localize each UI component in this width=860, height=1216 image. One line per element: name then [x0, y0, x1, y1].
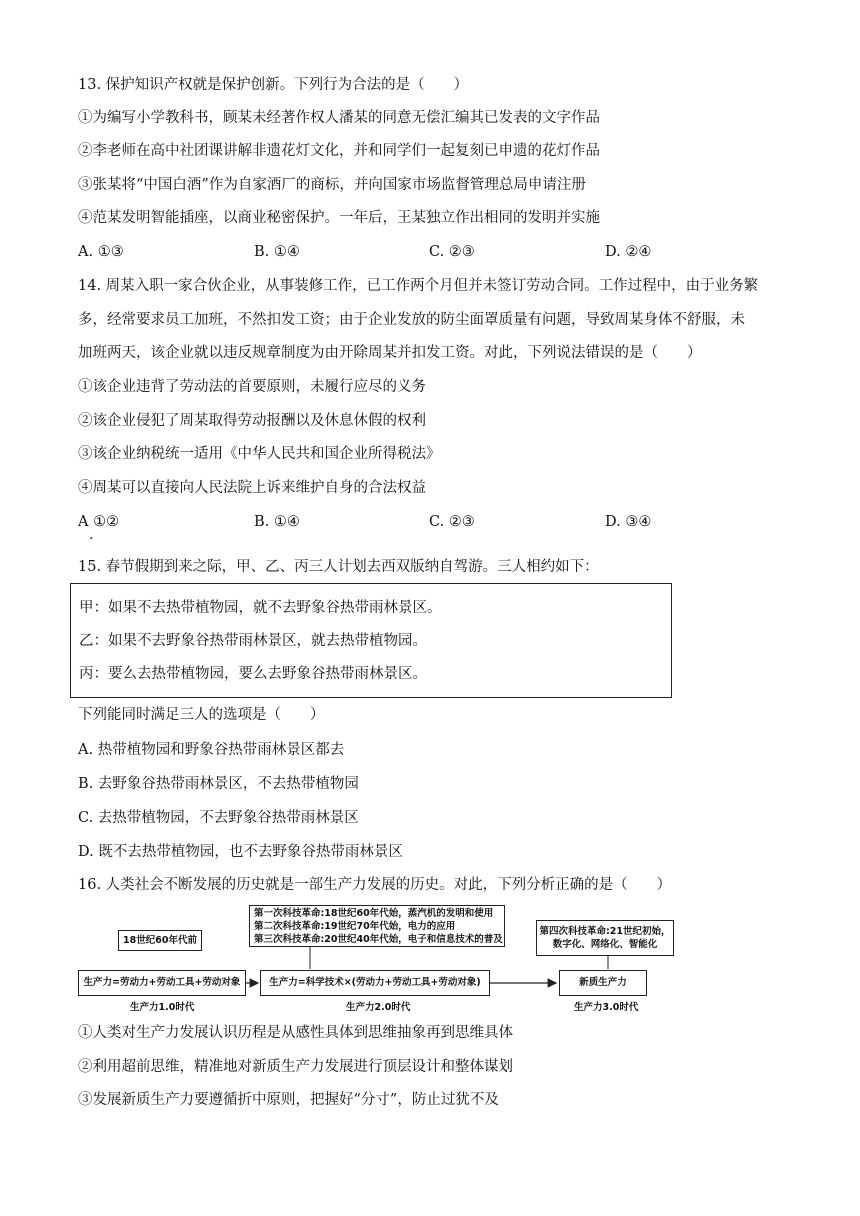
stray-dot: . — [89, 527, 94, 543]
era1-label: 生产力1.0时代 — [130, 1002, 195, 1013]
q14-option-d: D. ③④ — [605, 514, 652, 530]
era3-top-box — [536, 920, 674, 956]
era3-revolution-line-2: 数字化、网络化、智能化 — [552, 939, 658, 950]
q15-option-c: C. 去热带植物园，不去野象谷热带雨林景区 — [78, 810, 359, 826]
q13-option-b: B. ①④ — [254, 244, 300, 260]
q16-item-2: ②利用超前思维，精准地对新质生产力发展进行顶层设计和整体谋划 — [78, 1059, 513, 1075]
q13-option-a: A. ①③ — [78, 244, 124, 260]
q13-item-3: ③张某将“中国白酒”作为自家酒厂的商标，并向国家市场监督管理总局申请注册 — [78, 177, 586, 193]
q14-stem-line-1: 14. 周某入职一家合伙企业，从事装修工作，已工作两个月但并未签订劳动合同。工作过程中，由于业务繁 — [78, 278, 759, 294]
era2-label: 生产力2.0时代 — [346, 1002, 411, 1013]
q13-option-c: C. ②③ — [429, 244, 475, 260]
q13-option-d: D. ②④ — [605, 244, 652, 260]
q15-condition-box — [70, 583, 672, 698]
era2-revolution-3: 第三次科技革命:20世纪40年代始，电子和信息技术的普及 — [254, 934, 503, 945]
era2-top-box — [249, 905, 505, 947]
q14-item-1: ①该企业违背了劳动法的首要原则，未履行应尽的义务 — [78, 379, 426, 395]
q14-stem-line-3: 加班两天，该企业就以违反规章制度为由开除周某并扣发工资。对此，下列说法错误的是（ ） — [78, 345, 702, 361]
q13-stem: 13. 保护知识产权就是保护创新。下列行为合法的是（ ） — [78, 77, 469, 93]
era3-revolution-line-1: 第四次科技革命:21世纪初始， — [539, 926, 671, 937]
era2-revolution-2: 第二次科技革命:19世纪70年代始，电力的应用 — [254, 921, 456, 932]
q15-condition-jia: 甲：如果不去热带植物园，就不去野象谷热带雨林景区。 — [79, 600, 442, 616]
q15-question: 下列能同时满足三人的选项是（ ） — [78, 707, 325, 723]
era2-revolution-1: 第一次科技革命:18世纪60年代始，蒸汽机的发明和使用 — [254, 908, 494, 919]
q16-stem: 16. 人类社会不断发展的历史就是一部生产力发展的历史。对此，下列分析正确的是（ ） — [78, 877, 672, 893]
q16-item-3: ③发展新质生产力要遵循折中原则，把握好“分寸”，防止过犹不及 — [78, 1092, 499, 1108]
era3-label: 生产力3.0时代 — [574, 1002, 639, 1013]
q15-stem: 15. 春节假期到来之际，甲、乙、丙三人计划去西双版纳自驾游。三人相约如下： — [78, 559, 599, 575]
q15-condition-yi: 乙：如果不去野象谷热带雨林景区，就去热带植物园。 — [79, 633, 427, 649]
q14-item-2: ②该企业侵犯了周某取得劳动报酬以及休息休假的权利 — [78, 413, 426, 429]
productivity-diagram — [78, 900, 678, 1018]
era3-formula-box: 新质生产力 — [559, 970, 647, 996]
q14-item-4: ④周某可以直接向人民法院上诉来维护自身的合法权益 — [78, 480, 426, 496]
q15-condition-bing: 丙：要么去热带植物园，要么去野象谷热带雨林景区。 — [79, 666, 427, 682]
q13-item-2: ②李老师在高中社团课讲解非遗花灯文化，并和同学们一起复刻已申遗的花灯作品 — [78, 143, 600, 159]
q14-item-3: ③该企业纳税统一适用《中华人民共和国企业所得税法》 — [78, 446, 441, 462]
era1-formula-box: 生产力=劳动力+劳动工具+劳动对象 — [78, 970, 246, 996]
q14-option-b: B. ①④ — [254, 514, 300, 530]
q15-option-d: D. 既不去热带植物园，也不去野象谷热带雨林景区 — [78, 844, 403, 860]
q13-item-1: ①为编写小学教科书，顾某未经著作权人潘某的同意无偿汇编其已发表的文字作品 — [78, 110, 600, 126]
q15-option-a: A. 热带植物园和野象谷热带雨林景区都去 — [78, 742, 345, 758]
q15-option-b: B. 去野象谷热带雨林景区，不去热带植物园 — [78, 776, 359, 792]
q13-item-4: ④范某发明智能插座，以商业秘密保护。一年后，王某独立作出相同的发明并实施 — [78, 210, 600, 226]
q16-item-1: ①人类对生产力发展认识历程是从感性具体到思维抽象再到思维具体 — [78, 1025, 513, 1041]
q14-option-a: A ①② — [78, 514, 120, 530]
q14-stem-line-2: 多，经常要求员工加班，不然扣发工资；由于企业发放的防尘面罩质量有问题，导致周某身体不舒服，未 — [78, 312, 745, 328]
era2-formula-box: 生产力=科学技术×(劳动力+劳动工具+劳动对象) — [260, 970, 490, 996]
q14-option-c: C. ②③ — [429, 514, 475, 530]
era1-top-box: 18世纪60年代前 — [118, 930, 202, 951]
